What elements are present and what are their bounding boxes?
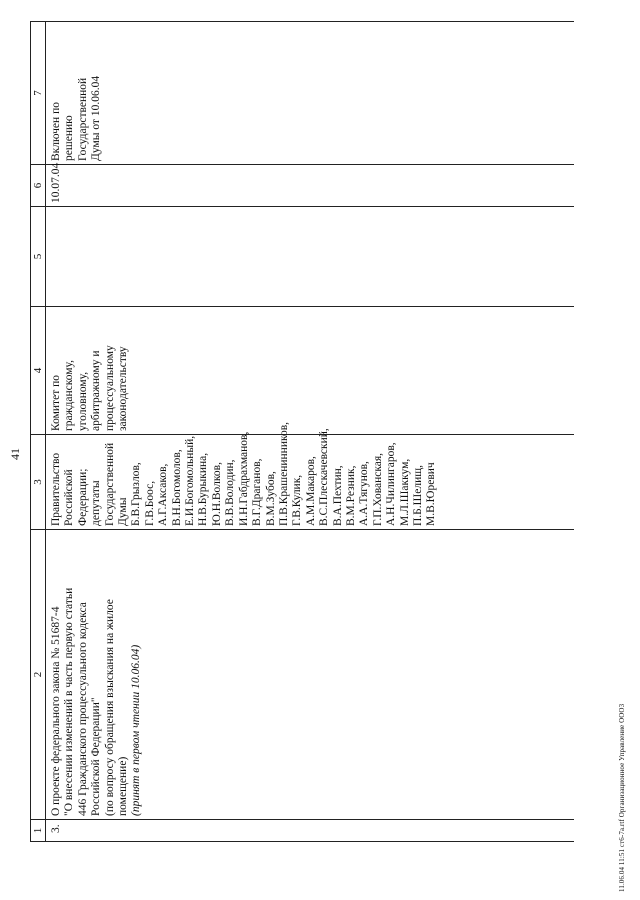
note-line: Включен по [50, 102, 62, 161]
initiator-line: Г.В.Кулик, [291, 474, 304, 526]
column-header: 3 [31, 435, 46, 530]
initiator-line: Думы [117, 497, 130, 526]
initiator-line: П.Б.Шелищ, [411, 465, 424, 526]
initiator-line: В.Г.Драганов, [251, 458, 264, 526]
initiator-line: А.Н.Чилингаров, [385, 442, 398, 526]
committee-cell [46, 307, 575, 435]
note-line: решению [63, 115, 76, 161]
bill-title-line: 446 Гражданского процессуального кодекса [76, 602, 89, 816]
column-header: 1 [31, 820, 46, 842]
note-line: Думы от 10.06.04 [90, 75, 103, 161]
initiator-line: депутаты [90, 480, 103, 526]
initiator-line: В.С.Плескачевский, [318, 428, 331, 526]
bill-title-line: О проекте федерального закона № 51687-4 [50, 606, 62, 816]
column-5-cell [46, 207, 575, 307]
committee-line: Комитет по [50, 375, 62, 431]
committee-line: гражданскому, [63, 359, 76, 431]
initiator-line: В.М.Резник, [344, 465, 357, 526]
footer-filename: 11.06.04 11:51 ст6-7a.rtf Организационное Управление ООО3 [618, 703, 626, 892]
initiator-line: Г.П.Хованская, [371, 452, 384, 526]
date-cell: 10.07.04 [46, 165, 575, 207]
page-number: 41 [8, 448, 22, 460]
column-header: 5 [31, 207, 46, 307]
column-header-row [31, 22, 46, 842]
table-row [46, 22, 575, 842]
note-cell [46, 22, 575, 165]
initiator-line: А.М.Макаров, [304, 456, 317, 526]
bill-status: (принят в первом чтении 10.06.04) [130, 644, 143, 816]
initiator-line: В.Н.Богомолов, [170, 449, 183, 526]
initiator-line: М.Л.Шаккум, [398, 458, 411, 526]
initiator-line: Г.В.Боос, [143, 480, 156, 526]
initiator-line: А.Г.Аксаков, [157, 463, 170, 526]
initiator-line: В.М.Зубов, [264, 471, 277, 526]
column-header: 7 [31, 22, 46, 165]
initiator-line: А.А.Тягунов, [358, 461, 371, 526]
bill-title-cell [46, 530, 575, 820]
bill-title-line: "О внесении изменений в часть первую статьи [63, 587, 76, 816]
initiator-line: П.В.Крашенинников, [277, 421, 290, 526]
initiators-cell [46, 421, 575, 530]
bill-title-line: (по вопросу обращения взыскания на жилое [103, 599, 116, 816]
initiator-line: В.В.Володин, [224, 459, 237, 526]
initiator-line: И.Н.Габдрахманов, [237, 431, 250, 526]
agenda-table [30, 21, 574, 842]
committee-line: уголовному, [76, 371, 89, 431]
initiator-line: Ю.Н.Волков, [210, 462, 223, 526]
initiator-line: М.В.Юревич [425, 462, 438, 526]
committee-line: законодательству [117, 346, 130, 431]
initiator-line: Государственной [103, 442, 116, 526]
row-number: 3. [46, 820, 575, 842]
initiator-line: Б.В.Грызлов, [130, 462, 143, 526]
bill-title-line: помещение) [117, 756, 130, 816]
committee-line: арбитражному и [90, 350, 103, 431]
initiator-line: В.А.Пехтин, [331, 465, 344, 526]
bill-title-line: Российской Федерации" [90, 697, 103, 816]
note-line: Государственной [76, 77, 89, 161]
column-header: 2 [31, 530, 46, 820]
committee-line: процессуальному [103, 345, 116, 431]
column-header: 6 [31, 165, 46, 207]
column-header: 4 [31, 307, 46, 435]
initiator-line: Правительство [50, 452, 62, 526]
initiator-line: Е.И.Богомольный, [184, 435, 197, 526]
initiator-line: Н.В.Бурыкина, [197, 452, 210, 526]
initiator-line: Федерации; [76, 468, 89, 526]
initiator-line: Российской [63, 469, 76, 526]
